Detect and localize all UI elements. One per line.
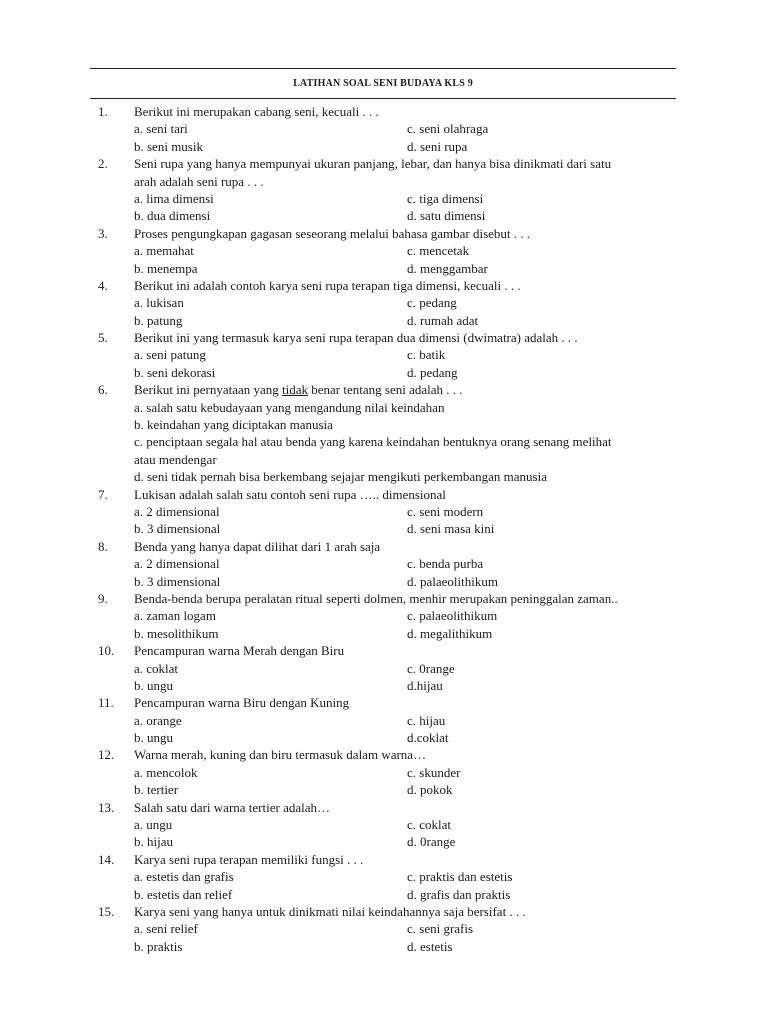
option-row <box>0 625 768 642</box>
option-right: c. coklat <box>407 817 452 833</box>
option-right: c. seni modern <box>407 503 484 519</box>
option-row <box>0 712 768 729</box>
option-left: a. 2 dimensional <box>134 503 220 519</box>
option-right: c. mencetak <box>407 243 470 259</box>
option-left: b. dua dimensi <box>134 208 211 224</box>
question-number: 11. <box>98 695 114 711</box>
option-left: b. patung <box>134 312 183 328</box>
question-number: 7. <box>98 486 108 502</box>
question-text: Karya seni yang hanya untuk dinikmati nilai keindahannya saja bersifat . . . <box>134 903 526 919</box>
option-right: c. palaeolithikum <box>407 608 498 624</box>
option-right: c. batik <box>407 347 446 363</box>
option-row <box>0 607 768 624</box>
option-row <box>0 729 768 746</box>
question-item <box>0 694 768 746</box>
option-right: d. menggambar <box>407 260 488 276</box>
question-line <box>0 694 768 711</box>
title-rule-top <box>90 68 676 69</box>
option-row <box>0 573 768 590</box>
option-left: a. seni relief <box>134 921 198 937</box>
option-right: c. tiga dimensi <box>407 190 484 206</box>
question-item <box>0 903 768 955</box>
question-line <box>0 799 768 816</box>
option-row <box>0 138 768 155</box>
title-rule-bottom <box>90 98 676 99</box>
question-text-post: benar tentang seni adalah . . . <box>308 382 463 398</box>
option-left: a. seni tari <box>134 121 188 137</box>
question-line <box>0 103 768 120</box>
question-list <box>0 103 768 955</box>
question-text: Salah satu dari warna tertier adalah… <box>134 799 330 815</box>
question-text: Proses pengungkapan gagasan seseorang melalui bahasa gambar disebut . . . <box>134 225 531 241</box>
option-left: a. seni patung <box>134 347 206 363</box>
option-right: c. hijau <box>407 712 446 728</box>
option-full: d. seni tidak pernah bisa berkembang sejajar mengikuti perkembangan manusia <box>134 469 547 485</box>
question-text: Seni rupa yang hanya mempunyai ukuran panjang, lebar, dan hanya bisa dinikmati dari satu <box>134 156 612 172</box>
question-text: Karya seni rupa terapan memiliki fungsi . . . <box>134 851 364 867</box>
question-number: 8. <box>98 538 108 554</box>
question-line <box>0 903 768 920</box>
option-left: a. mencolok <box>134 764 198 780</box>
question-number: 13. <box>98 799 115 815</box>
option-right: c. skunder <box>407 764 461 780</box>
option-right: d. palaeolithikum <box>407 573 498 589</box>
option-right: d. pokok <box>407 782 453 798</box>
question-number: 12. <box>98 747 115 763</box>
question-text-pre: Berikut ini pernyataan yang <box>134 382 283 398</box>
option-right: c. seni grafis <box>407 921 474 937</box>
question-line <box>0 851 768 868</box>
option-right: d. satu dimensi <box>407 208 486 224</box>
option-row <box>0 677 768 694</box>
option-left: b. tertier <box>134 782 179 798</box>
option-row <box>0 260 768 277</box>
question-number: 2. <box>98 156 108 172</box>
question-line <box>0 642 768 659</box>
question-text: Pencampuran warna Biru dengan Kuning <box>134 695 350 711</box>
question-line <box>0 486 768 503</box>
option-right: c. benda purba <box>407 556 484 572</box>
question-line <box>0 746 768 763</box>
option-left: b. 3 dimensional <box>134 573 221 589</box>
option-left: a. lukisan <box>134 295 184 311</box>
question-item <box>0 155 768 225</box>
question-line <box>0 329 768 346</box>
option-row <box>0 660 768 677</box>
option-row <box>0 555 768 572</box>
option-right: d. seni masa kini <box>407 521 495 537</box>
question-text <box>134 381 463 398</box>
option-left: a. estetis dan grafis <box>134 869 234 885</box>
question-number: 4. <box>98 277 108 293</box>
page-title: LATIHAN SOAL SENI BUDAYA KLS 9 <box>293 78 473 89</box>
option-right: d. megalithikum <box>407 625 493 641</box>
question-text: Berikut ini merupakan cabang seni, kecuali . . . <box>134 104 379 119</box>
option-row <box>0 920 768 937</box>
option-right: d.hijau <box>407 677 443 693</box>
question-item <box>0 329 768 381</box>
option-left: b. menempa <box>134 260 198 276</box>
option-right: d. pedang <box>407 364 458 380</box>
option-right: c. praktis dan estetis <box>407 869 513 885</box>
question-item <box>0 590 768 642</box>
question-item <box>0 799 768 851</box>
question-item <box>0 538 768 590</box>
option-left: a. coklat <box>134 660 179 676</box>
question-item <box>0 486 768 538</box>
option-row <box>0 451 768 468</box>
question-line <box>0 225 768 242</box>
question-item <box>0 642 768 694</box>
question-text-underlined: tidak <box>282 382 309 398</box>
option-row <box>0 781 768 798</box>
option-row <box>0 520 768 537</box>
question-text: Benda yang hanya dapat dilihat dari 1 arah saja <box>134 538 381 554</box>
option-left: a. zaman logam <box>134 608 216 624</box>
question-line <box>0 538 768 555</box>
question-text: Pencampuran warna Merah dengan Biru <box>134 643 345 659</box>
question-text: arah adalah seni rupa . . . <box>134 173 264 189</box>
option-row <box>0 416 768 433</box>
question-text: Lukisan adalah salah satu contoh seni rupa ….. dimensional <box>134 486 446 502</box>
question-text: Benda-benda berupa peralatan ritual seperti dolmen, menhir merupakan peninggalan zaman.. <box>134 590 618 606</box>
question-number: 15. <box>98 903 115 919</box>
question-number: 6. <box>98 382 108 398</box>
option-row <box>0 468 768 485</box>
question-number: 1. <box>98 104 108 119</box>
question-text: Berikut ini adalah contoh karya seni rupa terapan tiga dimensi, kecuali . . . <box>134 277 521 293</box>
question-item <box>0 851 768 903</box>
option-left: b. mesolithikum <box>134 625 219 641</box>
question-number: 5. <box>98 330 108 346</box>
option-row <box>0 207 768 224</box>
question-line <box>0 590 768 607</box>
option-left: b. praktis <box>134 938 183 954</box>
option-row <box>0 190 768 207</box>
option-row <box>0 433 768 450</box>
question-line <box>0 277 768 294</box>
question-item <box>0 225 768 277</box>
option-left: a. memahat <box>134 243 194 259</box>
option-right: c. 0range <box>407 660 455 676</box>
option-left: b. hijau <box>134 834 173 850</box>
option-left: b. estetis dan relief <box>134 886 233 902</box>
option-right: d. seni rupa <box>407 138 468 154</box>
option-right: d. grafis dan praktis <box>407 886 511 902</box>
option-row <box>0 886 768 903</box>
question-line <box>0 155 768 172</box>
question-number: 9. <box>98 590 108 606</box>
option-right: d.coklat <box>407 730 449 746</box>
option-row <box>0 399 768 416</box>
option-left: a. orange <box>134 712 182 728</box>
option-full: c. penciptaan segala hal atau benda yang karena keindahan bentuknya orang senang melihat <box>134 434 612 450</box>
option-left: b. seni musik <box>134 138 203 154</box>
option-left: b. ungu <box>134 677 173 693</box>
option-right: d. 0range <box>407 834 456 850</box>
option-row <box>0 868 768 885</box>
question-number: 14. <box>98 851 115 867</box>
option-right: c. seni olahraga <box>407 121 489 137</box>
option-row <box>0 764 768 781</box>
question-text: Berikut ini yang termasuk karya seni rupa terapan dua dimensi (dwimatra) adalah . . . <box>134 330 578 346</box>
option-left: b. ungu <box>134 730 173 746</box>
option-row <box>0 120 768 137</box>
option-right: d. estetis <box>407 938 453 954</box>
option-full: a. salah satu kebudayaan yang mengandung nilai keindahan <box>134 399 445 415</box>
option-full: atau mendengar <box>134 451 217 467</box>
option-left: b. 3 dimensional <box>134 521 221 537</box>
option-right: d. rumah adat <box>407 312 479 328</box>
option-left: b. seni dekorasi <box>134 364 216 380</box>
question-item <box>0 103 768 155</box>
question-number: 3. <box>98 225 108 241</box>
question-number: 10. <box>98 643 115 659</box>
option-left: a. 2 dimensional <box>134 556 220 572</box>
question-text: Warna merah, kuning dan biru termasuk dalam warna… <box>134 747 427 763</box>
option-row <box>0 346 768 363</box>
question-item <box>0 746 768 798</box>
option-row <box>0 312 768 329</box>
question-line <box>0 173 768 190</box>
option-row <box>0 816 768 833</box>
question-item <box>0 277 768 329</box>
question-line <box>0 381 768 398</box>
option-row <box>0 833 768 850</box>
option-row <box>0 938 768 955</box>
option-left: a. lima dimensi <box>134 190 214 206</box>
option-row <box>0 294 768 311</box>
question-item <box>0 381 768 485</box>
option-full: b. keindahan yang diciptakan manusia <box>134 417 333 433</box>
option-left: a. ungu <box>134 817 173 833</box>
option-row <box>0 242 768 259</box>
option-row <box>0 364 768 381</box>
option-right: c. pedang <box>407 295 457 311</box>
option-row <box>0 503 768 520</box>
